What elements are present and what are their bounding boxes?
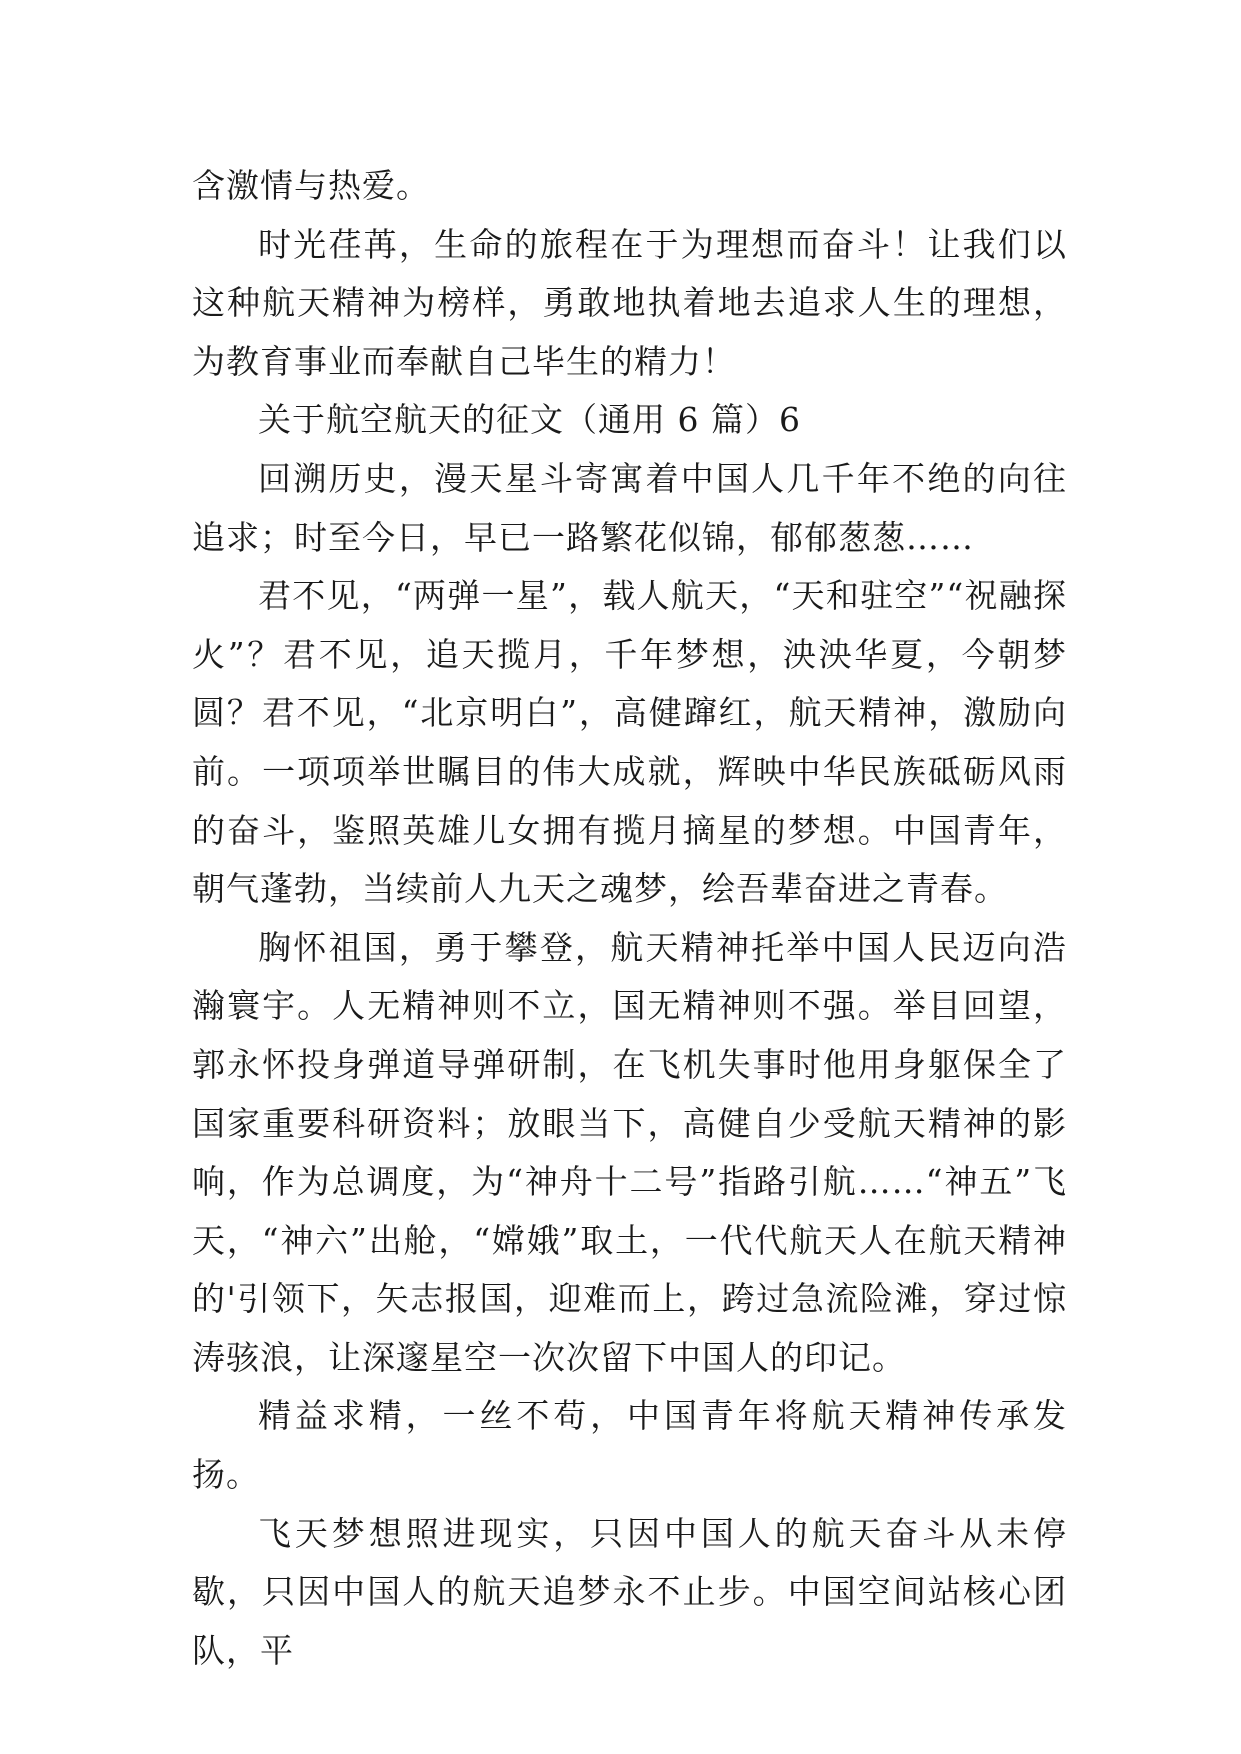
- document-body: [192, 157, 1067, 1680]
- paragraph-excellence: 精益求精，一丝不苟，中国青年将航天精神传承发扬。: [192, 1396, 1067, 1495]
- section-heading: 关于航空航天的征文（通用 6 篇）6: [258, 400, 801, 440]
- paragraph-aerospace-spirit: 胸怀祖国，勇于攀登，航天精神托举中国人民迈向浩瀚寰宇。人无精神则不立，国无精神则不强。举目回望，郭永怀投身弹道导弹研制，在飞机失事时他用身躯保全了国家重要科研资料；放眼当下，高健自少受航天精神的影响，作为总调度，为“神舟十二号”指路引航……“神五”飞天，“神六”出舱，“嫦娥”取土，一代代航天人在航天精神的'引领下，矢志报国，迎难而上，跨过急流险滩，穿过惊涛骇浪，让深邃星空一次次留下中国人的印记。: [192, 927, 1067, 1377]
- paragraph-dream-reality: 飞天梦想照进现实，只因中国人的航天奋斗从未停歇，只因中国人的航天追梦永不止步。中国空间站核心团队，平: [192, 1513, 1067, 1670]
- paragraph-continuation: 含激情与热爱。: [192, 166, 430, 205]
- paragraph-history: 回溯历史，漫天星斗寄寓着中国人几千年不绝的向往追求；时至今日，早已一路繁花似锦，郁郁葱葱……: [192, 458, 1067, 557]
- paragraph-time-passes: 时光荏苒，生命的旅程在于为理想而奋斗！让我们以这种航天精神为榜样，勇敢地执着地去追求人生的理想，为教育事业而奉献自己毕生的精力！: [192, 224, 1067, 381]
- paragraph-achievements: 君不见，“两弹一星”，载人航天，“天和驻空”“祝融探火”？君不见，追天揽月，千年梦想，泱泱华夏，今朝梦圆？君不见，“北京明白”，高健蹿红，航天精神，激励向前。一项项举世瞩目的伟大成就，辉映中华民族砥砺风雨的奋斗，鉴照英雄儿女拥有揽月摘星的梦想。中国青年，朝气蓬勃，当续前人九天之魂梦，绘吾辈奋进之青春。: [192, 576, 1067, 909]
